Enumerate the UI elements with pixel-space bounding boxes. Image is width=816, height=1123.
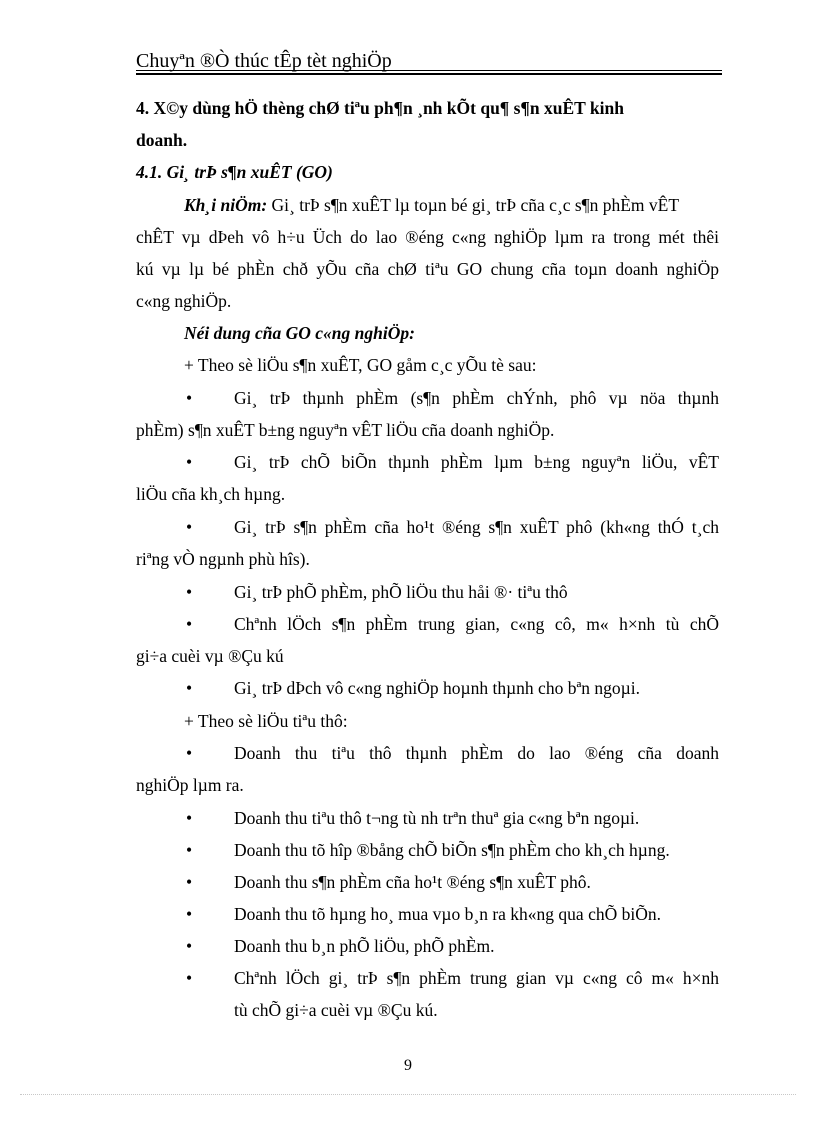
bullet-marker: • bbox=[186, 840, 193, 860]
concept-line3: kú vµ lµ bé phÈn chð yÕu cña chØ tiªu GO chung cña toµn doanh nghiÖp bbox=[136, 259, 719, 279]
bullet-marker: • bbox=[186, 582, 193, 602]
footer-divider bbox=[20, 1094, 796, 1095]
prod-bullet1-line1: Gi¸ trÞ thµnh phÈm (s¶n phÈm chÝnh, phô vµ nöa thµnh bbox=[234, 388, 719, 408]
concept-line1 bbox=[184, 194, 719, 216]
page-number: 9 bbox=[404, 1057, 412, 1074]
concept-line4: c«ng nghiÖp. bbox=[136, 291, 232, 311]
header-rule-thick bbox=[136, 73, 722, 75]
prod-bullet2-line2: liÖu cña kh¸ch hµng. bbox=[136, 484, 286, 504]
bullet-marker: • bbox=[186, 388, 193, 408]
bullet-marker: • bbox=[186, 678, 193, 698]
prod-bullet3-line1: Gi¸ trÞ s¶n phÈm cña ho¹t ®éng s¶n xuÊT phô (kh«ng thÓ t¸ch bbox=[234, 517, 719, 537]
bullet-marker: • bbox=[186, 808, 193, 828]
prod-bullet4: Gi¸ trÞ phÕ phÈm, phÕ liÖu thu håi ®· tiªu thô bbox=[234, 582, 568, 602]
cons-bullet1-line2: nghiÖp lµm ra. bbox=[136, 775, 244, 795]
prod-bullet6: Gi¸ trÞ dÞch vô c«ng nghiÖp hoµnh thµnh cho bªn ngoµi. bbox=[234, 678, 640, 698]
page-header-title: Chuyªn ®Ò thúc tÊp tèt nghiÖp bbox=[136, 50, 392, 72]
cons-bullet5: Doanh thu tõ hµng ho¸ mua vµo b¸n ra kh«ng qua chÕ biÕn. bbox=[234, 904, 661, 924]
bullet-marker: • bbox=[186, 904, 193, 924]
section-heading-line1: 4. X©y dùng hÖ thèng chØ tiªu ph¶n ¸nh kÕt qu¶ s¶n xuÊT kinh bbox=[136, 98, 624, 118]
production-intro: + Theo sè liÖu s¶n xuÊT, GO gåm c¸c yÕu tè sau: bbox=[184, 355, 537, 375]
cons-bullet2: Doanh thu tiªu thô t¬ng tù nh trªn thuª gia c«ng bªn ngoµi. bbox=[234, 808, 640, 828]
header-rule-thin bbox=[136, 70, 722, 71]
bullet-marker: • bbox=[186, 968, 193, 988]
cons-bullet6: Doanh thu b¸n phÕ liÖu, phÕ phÈm. bbox=[234, 936, 495, 956]
prod-bullet5-line1: Chªnh lÖch s¶n phÈm trung gian, c«ng cô, m« h×nh tù chÕ bbox=[234, 614, 719, 634]
prod-bullet5-line2: gi÷a cuèi vµ ®Çu kú bbox=[136, 646, 284, 666]
bullet-marker: • bbox=[186, 743, 193, 763]
cons-bullet3: Doanh thu tõ hîp ®bång chÕ biÕn s¶n phÈm cho kh¸ch hµng. bbox=[234, 840, 670, 860]
cons-bullet4: Doanh thu s¶n phÈm cña ho¹t ®éng s¶n xuÊT phô. bbox=[234, 872, 591, 892]
subsection-heading: 4.1. Gi¸ trÞ s¶n xuÊT (GO) bbox=[136, 162, 333, 182]
bullet-marker: • bbox=[186, 614, 193, 634]
cons-bullet1-line1: Doanh thu tiªu thô thµnh phÈm do lao ®éng cña doanh bbox=[234, 743, 719, 763]
cons-bullet7-line1: Chªnh lÖch gi¸ trÞ s¶n phÈm trung gian vµ c«ng cô m« h×nh bbox=[234, 968, 719, 988]
concept-line2: chÊT vµ dÞeh vô h÷u Üch do lao ®éng c«ng nghiÖp lµm ra trong mét thêi bbox=[136, 227, 719, 247]
consumption-intro: + Theo sè liÖu tiªu thô: bbox=[184, 711, 348, 731]
cons-bullet7-line2: tù chÕ gi÷a cuèi vµ ®Çu kú. bbox=[234, 1000, 438, 1020]
prod-bullet1-line2: phÈm) s¶n xuÊT b±ng nguyªn vÊT liÖu cña doanh nghiÖp. bbox=[136, 420, 555, 440]
prod-bullet2-line1: Gi¸ trÞ chÕ biÕn thµnh phÈm lµm b±ng nguyªn liÖu, vÊT bbox=[234, 452, 719, 472]
content-heading: Néi dung cña GO c«ng nghiÖp: bbox=[184, 323, 415, 343]
concept-label: Kh¸i niÖm: bbox=[184, 195, 268, 215]
prod-bullet3-line2: riªng vÒ ngµnh phù hîs). bbox=[136, 549, 310, 569]
bullet-marker: • bbox=[186, 872, 193, 892]
section-heading-line2: doanh. bbox=[136, 130, 188, 150]
bullet-marker: • bbox=[186, 452, 193, 472]
bullet-marker: • bbox=[186, 517, 193, 537]
bullet-marker: • bbox=[186, 936, 193, 956]
concept-line1-text: Gi¸ trÞ s¶n xuÊT lµ toµn bé gi¸ trÞ cña c¸c s¶n phÈm vÊT bbox=[271, 195, 680, 215]
